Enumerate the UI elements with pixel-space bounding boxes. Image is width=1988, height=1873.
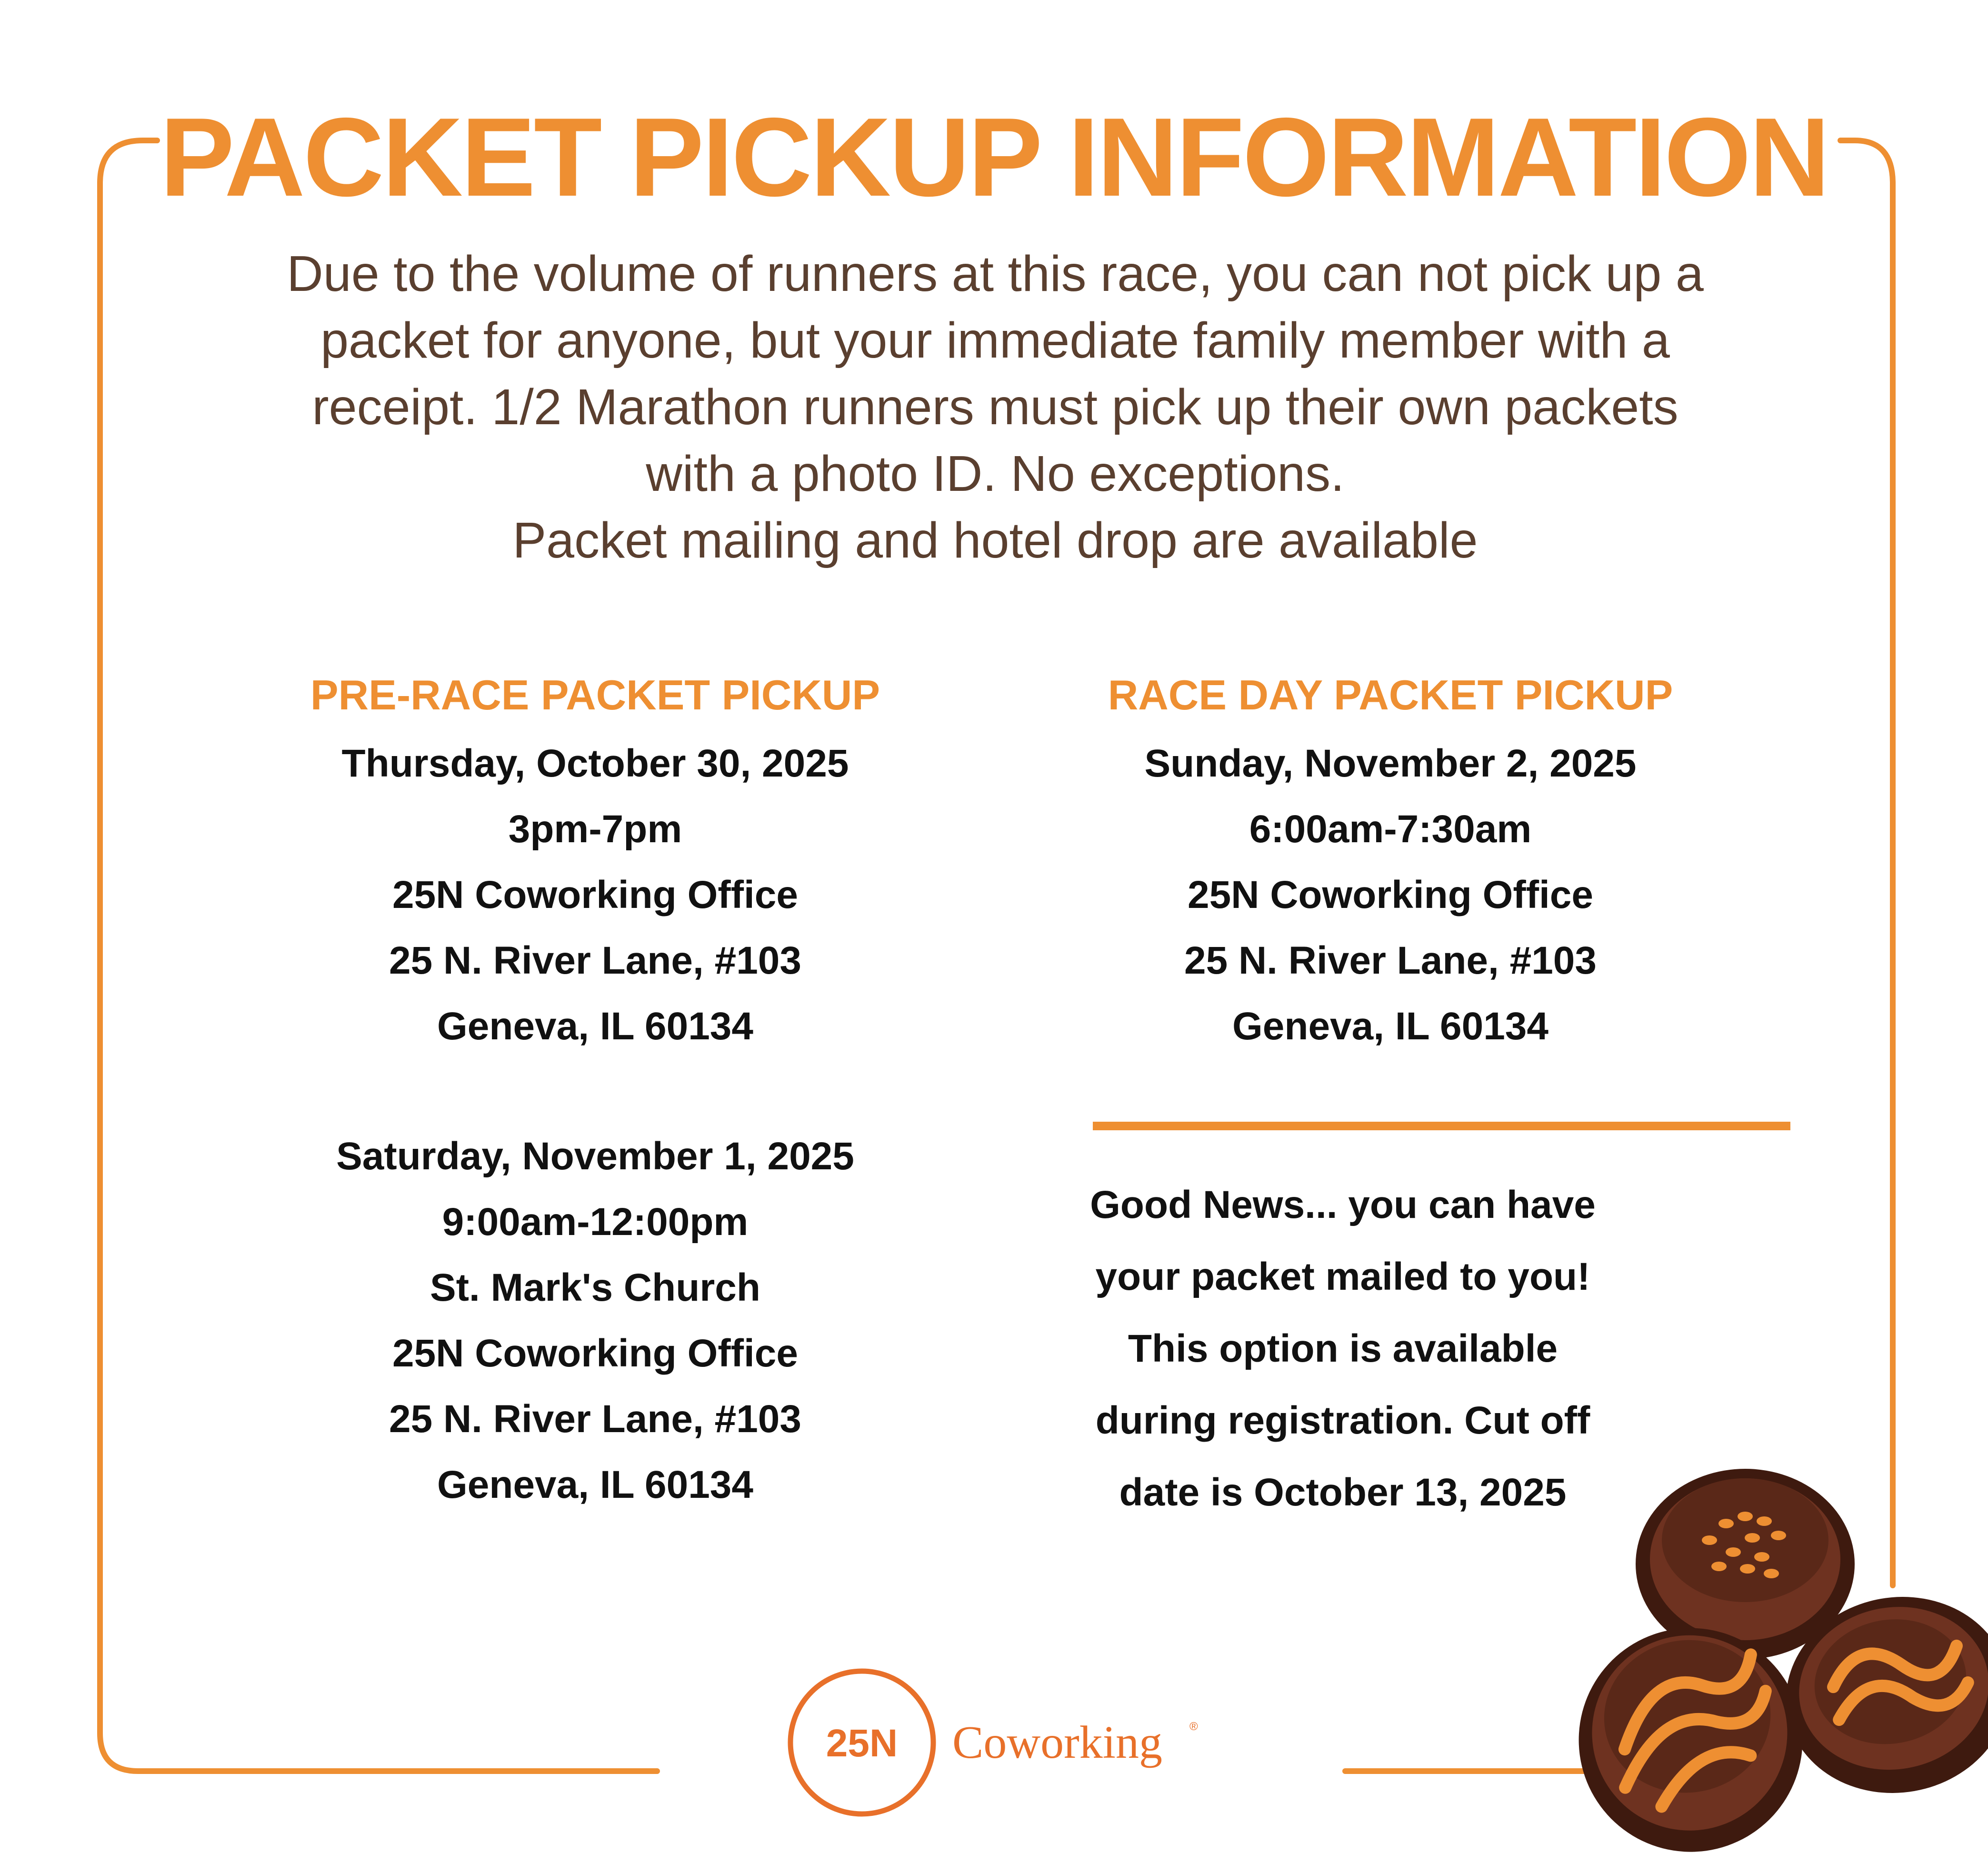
intro-line: with a photo ID. No exceptions. xyxy=(646,446,1345,502)
news-line: Good News... you can have xyxy=(1090,1183,1596,1226)
session-venue: 25N Coworking Office xyxy=(392,873,799,917)
logo-wordmark: Coworking xyxy=(952,1717,1162,1768)
news-line: during registration. Cut off xyxy=(1095,1399,1590,1442)
intro-paragraph xyxy=(157,240,1833,574)
session-address: 25 N. River Lane, #103 xyxy=(389,939,802,982)
registered-mark: ® xyxy=(1189,1720,1198,1733)
good-news-box xyxy=(1033,1169,1652,1528)
session-city: Geneva, IL 60134 xyxy=(437,1005,754,1048)
session-city: Geneva, IL 60134 xyxy=(1232,1005,1549,1048)
session-city: Geneva, IL 60134 xyxy=(437,1463,754,1506)
pre-race-heading: PRE-RACE PACKET PICKUP xyxy=(310,671,880,718)
frame-top-right-corner xyxy=(1840,140,1893,1585)
race-day-heading: RACE DAY PACKET PICKUP xyxy=(1108,671,1673,718)
intro-line: receipt. 1/2 Marathon runners must pick up their own packets xyxy=(312,379,1678,435)
intro-line: packet for anyone, but your immediate family member with a xyxy=(320,312,1670,369)
pre-race-session-1 xyxy=(310,731,881,1059)
news-line: your packet mailed to you! xyxy=(1095,1255,1590,1298)
session-venue: 25N Coworking Office xyxy=(1187,873,1594,917)
session-address: 25 N. River Lane, #103 xyxy=(1184,939,1597,982)
intro-line: Due to the volume of runners at this race, you can not pick up a xyxy=(287,246,1704,302)
page-title: PACKET PICKUP INFORMATION xyxy=(160,94,1828,219)
session-address: 25 N. River Lane, #103 xyxy=(389,1397,802,1441)
chocolates-illustration xyxy=(1564,1469,1988,1866)
session-date: Sunday, November 2, 2025 xyxy=(1144,742,1637,785)
race-day-session xyxy=(1105,731,1676,1059)
intro-line: Packet mailing and hotel drop are available xyxy=(512,512,1478,568)
session-venue: St. Mark's Church xyxy=(430,1266,760,1309)
news-line: This option is available xyxy=(1128,1327,1558,1370)
session-time: 6:00am-7:30am xyxy=(1249,807,1532,851)
pre-race-session-2 xyxy=(310,1124,881,1518)
logo-mark-text: 25N xyxy=(826,1722,898,1765)
news-line: date is October 13, 2025 xyxy=(1119,1471,1567,1514)
session-date: Saturday, November 1, 2025 xyxy=(336,1135,854,1178)
session-date: Thursday, October 30, 2025 xyxy=(341,742,849,785)
session-time: 3pm-7pm xyxy=(508,807,682,851)
session-time: 9:00am-12:00pm xyxy=(442,1200,749,1244)
session-venue-2: 25N Coworking Office xyxy=(392,1332,799,1375)
